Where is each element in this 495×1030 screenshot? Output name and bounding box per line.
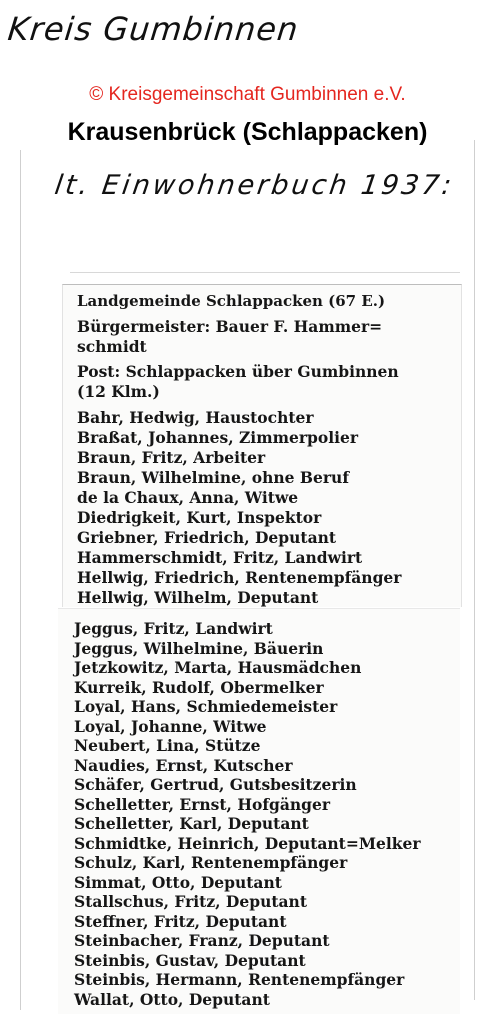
resident-entry: Bahr, Hedwig, Haustochter xyxy=(77,408,314,427)
resident-entry: Diedrigkeit, Kurt, Inspektor xyxy=(77,508,322,527)
post-line-continued: (12 Klm.) xyxy=(77,382,160,401)
copyright-notice: © Kreisgemeinschaft Gumbinnen e.V. xyxy=(89,84,406,105)
resident-entry: Steinbis, Gustav, Deputant xyxy=(74,950,306,970)
clipping-top-line xyxy=(70,272,460,273)
resident-entry: Neubert, Lina, Stütze xyxy=(74,736,261,755)
resident-entry: Stallschus, Fritz, Deputant xyxy=(74,892,307,911)
mayor-line: Bürgermeister: Bauer F. Hammer= xyxy=(77,317,383,336)
resident-entry: Kurreik, Rudolf, Obermelker xyxy=(74,677,324,697)
directory-clipping-part2 xyxy=(58,608,460,1014)
resident-entry: Schmidtke, Heinrich, Deputant=Melker xyxy=(74,833,421,853)
resident-entry: Hammerschmidt, Fritz, Landwirt xyxy=(77,548,363,567)
resident-entry: Schäfer, Gertrud, Gutsbesitzerin xyxy=(74,775,357,794)
resident-entry: Schulz, Karl, Rentenempfänger xyxy=(74,853,348,872)
resident-entry: Naudies, Ernst, Kutscher xyxy=(74,755,293,775)
resident-entry: Braßat, Johannes, Zimmerpolier xyxy=(77,428,358,447)
resident-entry: de la Chaux, Anna, Witwe xyxy=(77,488,299,507)
clipping-heading: Landgemeinde Schlappacken (67 E.) xyxy=(77,292,386,310)
resident-entry: Griebner, Friedrich, Deputant xyxy=(77,528,337,547)
scan-edge-left xyxy=(20,150,21,1010)
resident-entry: Steinbacher, Franz, Deputant xyxy=(74,931,330,950)
resident-entry: Loyal, Hans, Schmiedemeister xyxy=(74,697,338,716)
place-heading: Krausenbrück (Schlappacken) xyxy=(67,118,428,146)
resident-entry: Schelletter, Karl, Deputant xyxy=(74,814,309,833)
resident-entry: Schelletter, Ernst, Hofgänger xyxy=(74,794,331,814)
resident-entry: Loyal, Johanne, Witwe xyxy=(74,716,267,736)
scan-edge-right xyxy=(474,140,475,1000)
resident-entry: Hellwig, Wilhelm, Deputant xyxy=(77,588,319,607)
directory-clipping-part1 xyxy=(62,284,462,607)
resident-entry: Steffner, Fritz, Deputant xyxy=(74,911,287,931)
resident-entry: Braun, Fritz, Arbeiter xyxy=(77,448,266,467)
resident-entry: Hellwig, Friedrich, Rentenempfänger xyxy=(77,568,402,587)
resident-entry: Jetzkowitz, Marta, Hausmädchen xyxy=(74,658,362,677)
mayor-line-continued: schmidt xyxy=(77,337,147,356)
handwritten-source-note: lt. Einwohnerbuch 1937: xyxy=(52,170,457,201)
handwritten-title: Kreis Gumbinnen xyxy=(6,10,301,48)
resident-entry: Simmat, Otto, Deputant xyxy=(74,872,282,892)
resident-entry: Wallat, Otto, Deputant xyxy=(74,989,270,1009)
resident-entry: Jeggus, Fritz, Landwirt xyxy=(74,619,273,638)
resident-entry: Braun, Wilhelmine, ohne Beruf xyxy=(77,468,349,487)
post-line: Post: Schlappacken über Gumbinnen xyxy=(77,362,399,381)
resident-entry: Jeggus, Wilhelmine, Bäuerin xyxy=(74,638,324,658)
resident-entry: Steinbis, Hermann, Rentenempfänger xyxy=(74,970,405,989)
